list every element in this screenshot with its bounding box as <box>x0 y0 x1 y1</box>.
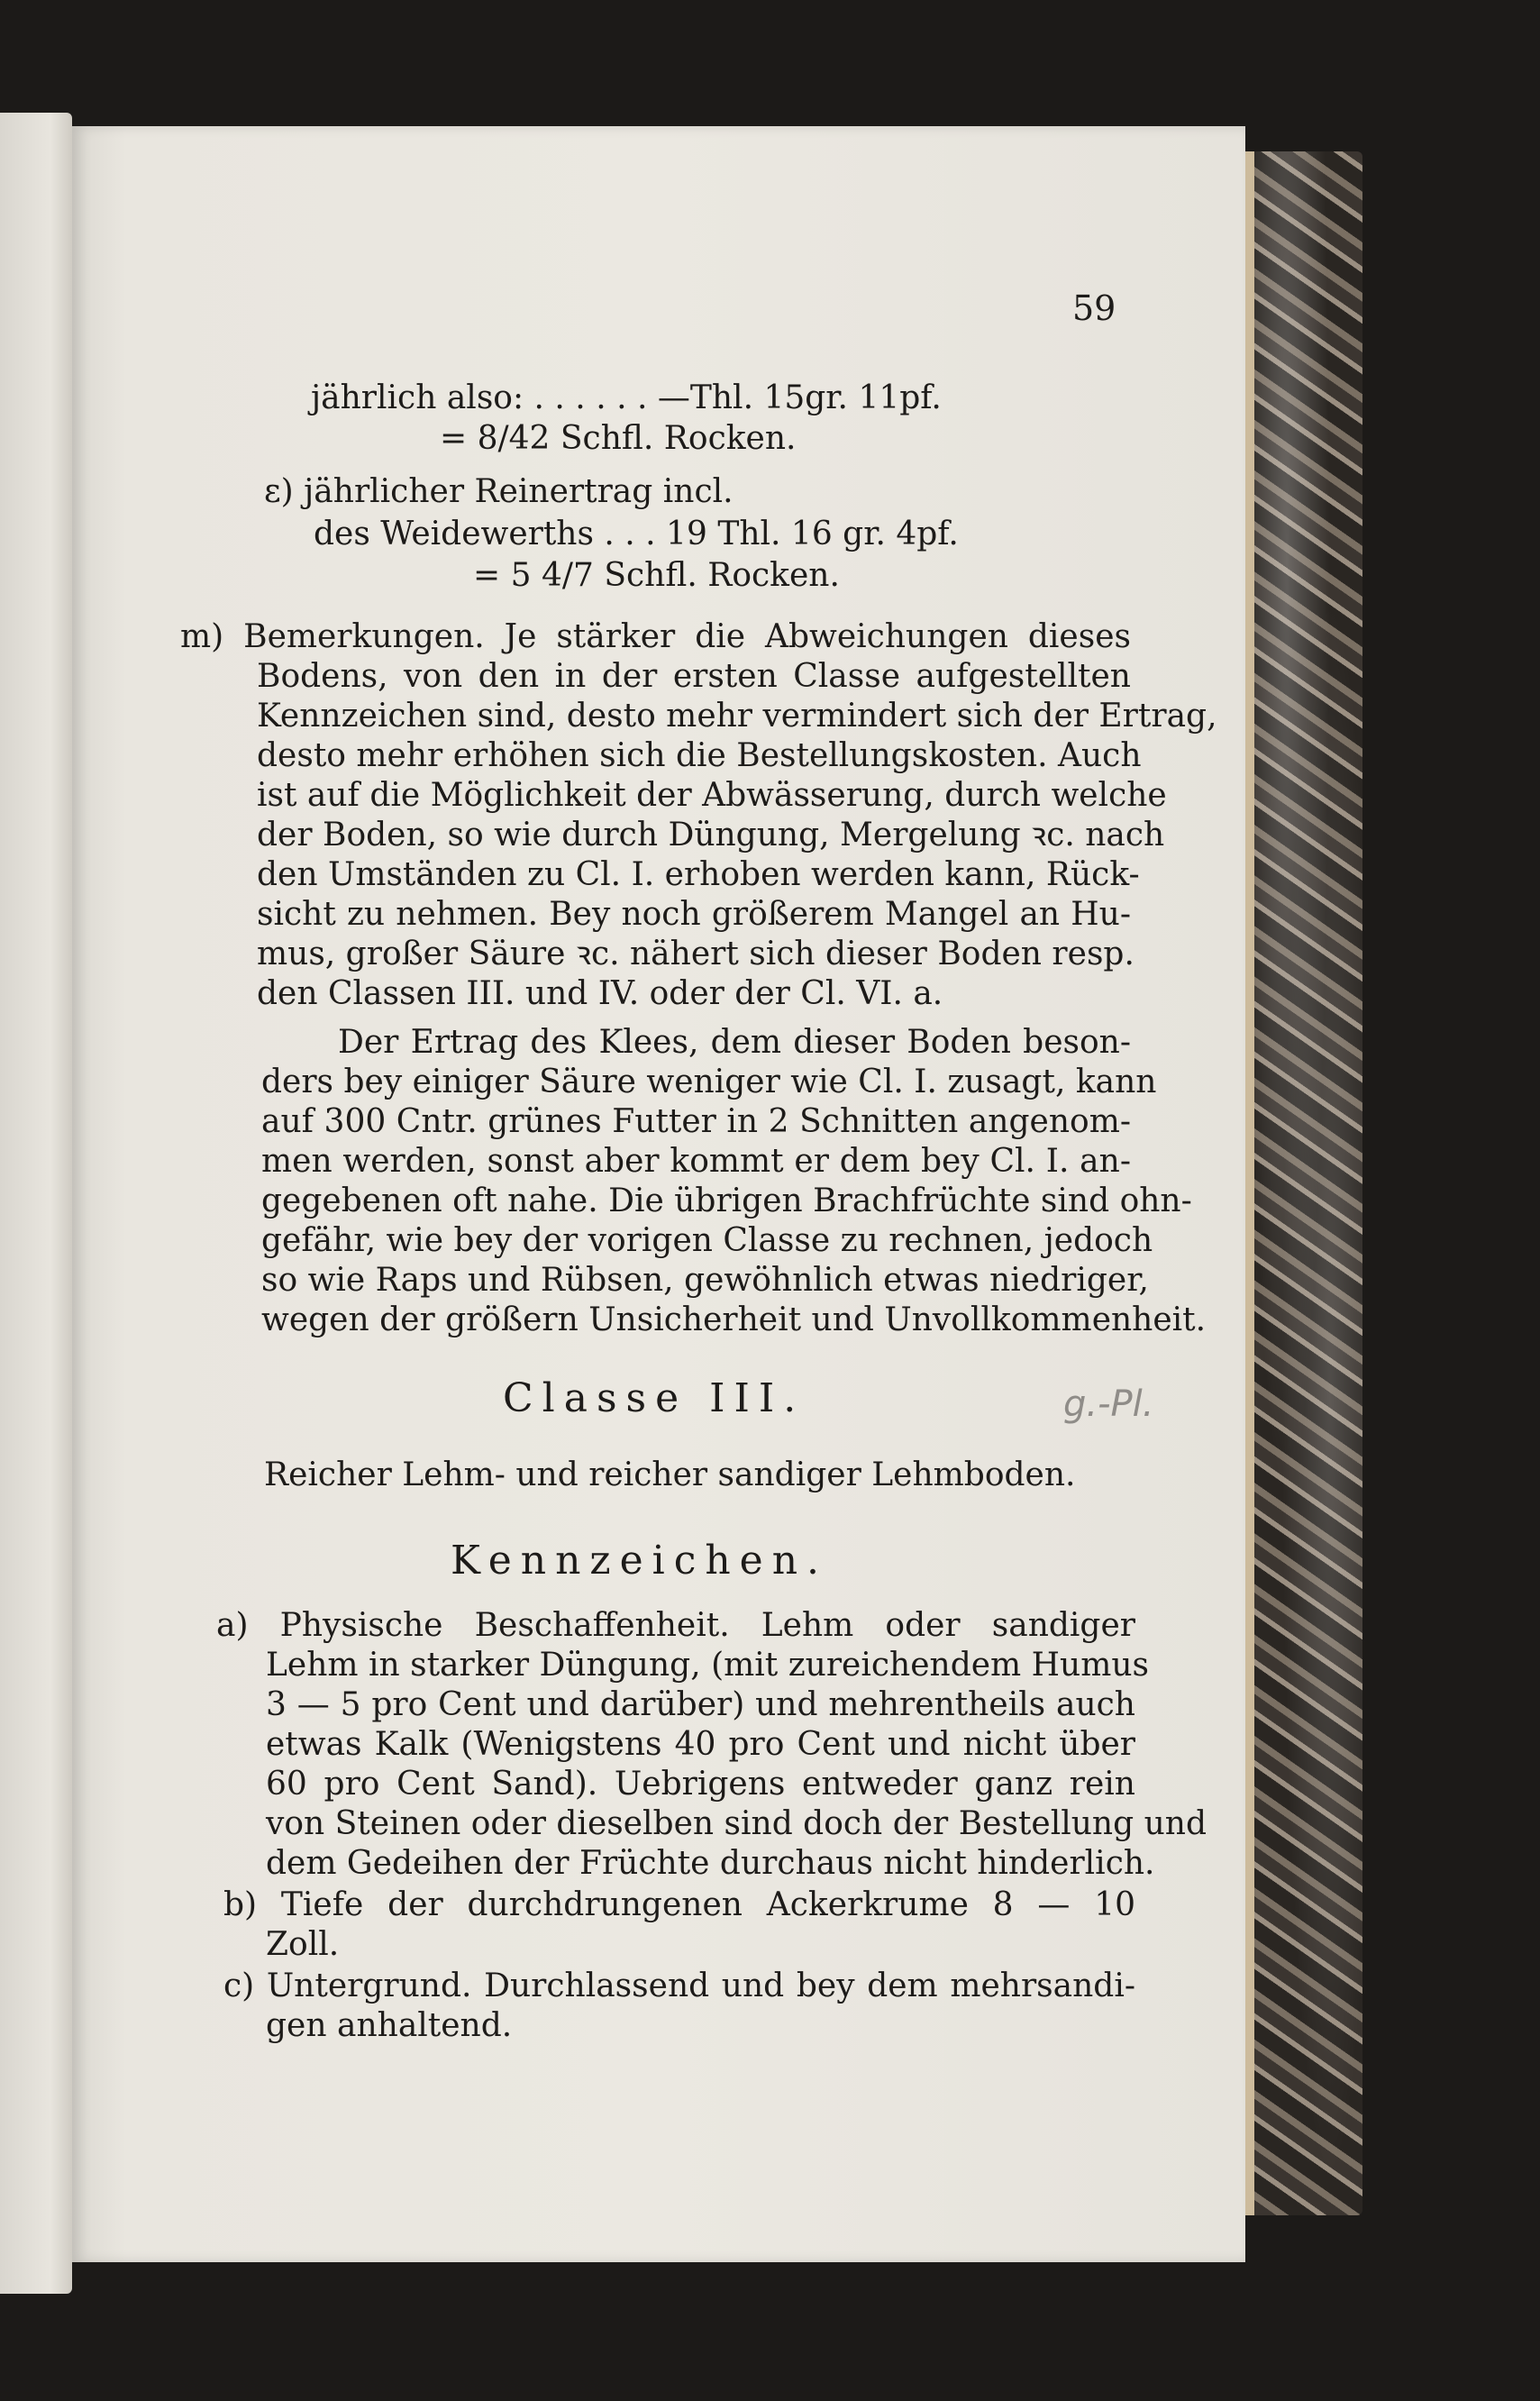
section-heading: Classe III. <box>503 1375 806 1421</box>
subsection-heading: Kennzeichen. <box>451 1538 829 1584</box>
text-line: wegen der größern Unsicherheit und Unvollkommenheit. <box>261 1301 1207 1338</box>
text-line: Kennzeichen sind, desto mehr vermindert sich der Ertrag, <box>257 698 1217 735</box>
text-line: gen anhaltend. <box>266 2007 513 2044</box>
section-subtitle: Reicher Lehm- und reicher sandiger Lehmboden. <box>264 1456 1076 1493</box>
text-line: gegebenen oft nahe. Die übrigen Brachfrüchte sind ohn- <box>261 1182 1192 1219</box>
text-line: c) Untergrund. Durchlassend und bey dem mehrsandi- <box>223 1967 1135 2004</box>
text-line: desto mehr erhöhen sich die Bestellungskosten. Auch <box>257 737 1142 774</box>
text-line: auf 300 Cntr. grünes Futter in 2 Schnitten angenom- <box>261 1103 1131 1140</box>
text-line: ist auf die Möglichkeit der Abwässerung, durch welche <box>257 777 1167 814</box>
text-line: 60 pro Cent Sand). Uebrigens entweder ganz rein <box>266 1766 1135 1803</box>
text-line: Der Ertrag des Klees, dem dieser Boden beson- <box>338 1024 1131 1061</box>
text-line: so wie Raps und Rübsen, gewöhnlich etwas niedriger, <box>261 1262 1149 1299</box>
book-fore-edge <box>1242 151 1362 2215</box>
text-line: des Weidewerths . . . 19 Thl. 16 gr. 4pf. <box>314 516 959 552</box>
text-line: den Classen III. und IV. oder der Cl. VI. a. <box>257 975 943 1012</box>
text-line: ε) jährlicher Reinertrag incl. <box>264 473 734 510</box>
text-line: men werden, sonst aber kommt er dem bey Cl. I. an- <box>261 1143 1131 1180</box>
text-line: Bodens, von den in der ersten Classe aufgestellten <box>257 658 1131 695</box>
text-line: sicht zu nehmen. Bey noch größerem Mangel an Hu- <box>257 896 1131 933</box>
text-line: den Umständen zu Cl. I. erhoben werden kann, Rück- <box>257 856 1140 893</box>
text-line: jährlich also: . . . . . . —Thl. 15gr. 11pf. <box>311 379 942 416</box>
text-line: Zoll. <box>266 1926 340 1963</box>
text-line: mus, großer Säure ꝛc. nähert sich dieser Boden resp. <box>257 936 1134 972</box>
text-line: b) Tiefe der durchdrungenen Ackerkrume 8 — 10 <box>223 1886 1135 1923</box>
text-line: = 8/42 Schfl. Rocken. <box>440 420 797 457</box>
text-line: a) Physische Beschaffenheit. Lehm oder sandiger <box>216 1607 1135 1644</box>
text-line: dem Gedeihen der Früchte durchaus nicht hinderlich. <box>266 1845 1155 1882</box>
pencil-annotation: g.-Pl. <box>1063 1383 1154 1425</box>
text-line: m) Bemerkungen. Je stärker die Abweichungen dieses <box>180 618 1131 655</box>
text-line: 3 — 5 pro Cent und darüber) und mehrentheils auch <box>266 1686 1135 1723</box>
page-number: 59 <box>1072 288 1116 328</box>
text-line: gefähr, wie bey der vorigen Classe zu rechnen, jedoch <box>261 1222 1153 1259</box>
text-line: von Steinen oder dieselben sind doch der Bestellung und <box>266 1805 1207 1842</box>
text-line: Lehm in starker Düngung, (mit zureichendem Humus <box>266 1647 1150 1684</box>
text-line: = 5 4/7 Schfl. Rocken. <box>473 557 840 594</box>
text-line: etwas Kalk (Wenigstens 40 pro Cent und nicht über <box>266 1726 1135 1763</box>
text-line: der Boden, so wie durch Düngung, Mergelung ꝛc. nach <box>257 817 1165 854</box>
left-page-edge <box>0 113 72 2294</box>
text-line: ders bey einiger Säure weniger wie Cl. I. zusagt, kann <box>261 1064 1157 1100</box>
